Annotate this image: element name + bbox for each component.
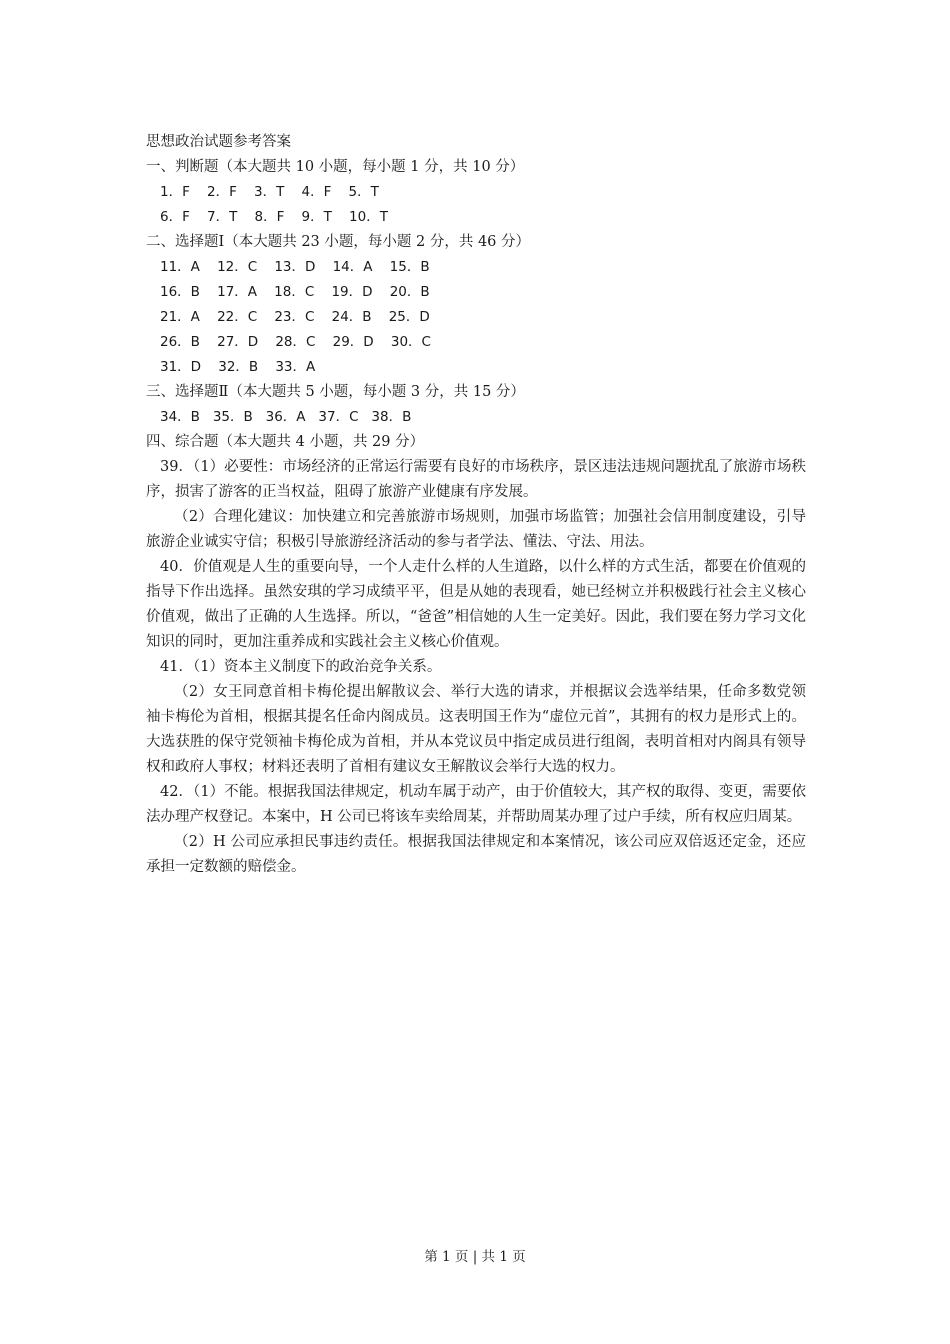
q40-answer: 40．价值观是人生的重要向导，一个人走什么样的人生道路，以什么样的方式生活，都要在价值观的指导下作出选择。虽然安琪的学习成绩平平，但是从她的表现看，她已经树立并积极践行社会主义核心价值观，做出了正确的人生选择。所以，“爸爸”相信她的人生一定美好。因此，我们要在努力学习文化知识的同时，更加注重养成和实践社会主义核心价值观。 — [146, 559, 806, 650]
answer-row: 1．F 2．F 3．T 4．F 5．T — [160, 184, 379, 200]
document-title: 思想政治试题参考答案 — [146, 134, 291, 150]
q39-part2: （2）合理化建议：加快建立和完善旅游市场规则，加强市场监管；加强社会信用制度建设，引导旅游企业诚实守信；积极引导旅游经济活动的参与者学法、懂法、守法、用法。 — [146, 509, 806, 550]
answer-row: 26．B 27．D 28．C 29．D 30．C — [160, 334, 431, 350]
q41-part2: （2）女王同意首相卡梅伦提出解散议会、举行大选的请求，并根据议会选举结果，任命多数党领袖卡梅伦为首相，根据其提名任命内阁成员。这表明国王作为“虚位元首”，其拥有的权力是形式上的。大选获胜的保守党领袖卡梅伦成为首相，并从本党议员中指定成员进行组阁，表明首相对内阁具有领导权和政府人事权；材料还表明了首相有建议女王解散议会举行大选的权力。 — [146, 684, 806, 775]
answer-row: 11．A 12．C 13．D 14．A 15．B — [160, 259, 430, 275]
section-4-heading: 四、综合题（本大题共 4 小题，共 29 分） — [146, 434, 425, 450]
section-1-heading: 一、判断题（本大题共 10 小题，每小题 1 分，共 10 分） — [146, 159, 525, 175]
q39-part1: 39．（1）必要性：市场经济的正常运行需要有良好的市场秩序，景区违法违规问题扰乱了旅游市场秩序，损害了游客的正当权益，阻碍了旅游产业健康有序发展。 — [146, 459, 806, 500]
q41-part1: 41．（1）资本主义制度下的政治竞争关系。 — [160, 659, 442, 675]
section-2-heading: 二、选择题Ⅰ（本大题共 23 小题，每小题 2 分，共 46 分） — [146, 234, 531, 250]
section-3-heading: 三、选择题Ⅱ（本大题共 5 小题，每小题 3 分，共 15 分） — [146, 384, 525, 400]
answer-row: 31．D 32．B 33．A — [160, 359, 316, 375]
q42-part1: 42．（1）不能。根据我国法律规定，机动车属于动产，由于价值较大，其产权的取得、变更，需要依法办理产权登记。本案中，H 公司已将该车卖给周某，并帮助周某办理了过户手续，所有权应归周某。 — [146, 784, 806, 825]
answer-row: 16．B 17．A 18．C 19．D 20．B — [160, 284, 430, 300]
q42-part2: （2）H 公司应承担民事违约责任。根据我国法律规定和本案情况，该公司应双倍返还定金，还应承担一定数额的赔偿金。 — [146, 834, 806, 875]
answer-row: 6．F 7．T 8．F 9．T 10．T — [160, 209, 388, 225]
answer-content — [146, 130, 806, 880]
answer-row: 21．A 22．C 23．C 24．B 25．D — [160, 309, 430, 325]
page-footer: 第 1 页 | 共 1 页 — [424, 1249, 526, 1265]
answer-row: 34．B 35．B 36．A 37．C 38．B — [160, 409, 412, 425]
